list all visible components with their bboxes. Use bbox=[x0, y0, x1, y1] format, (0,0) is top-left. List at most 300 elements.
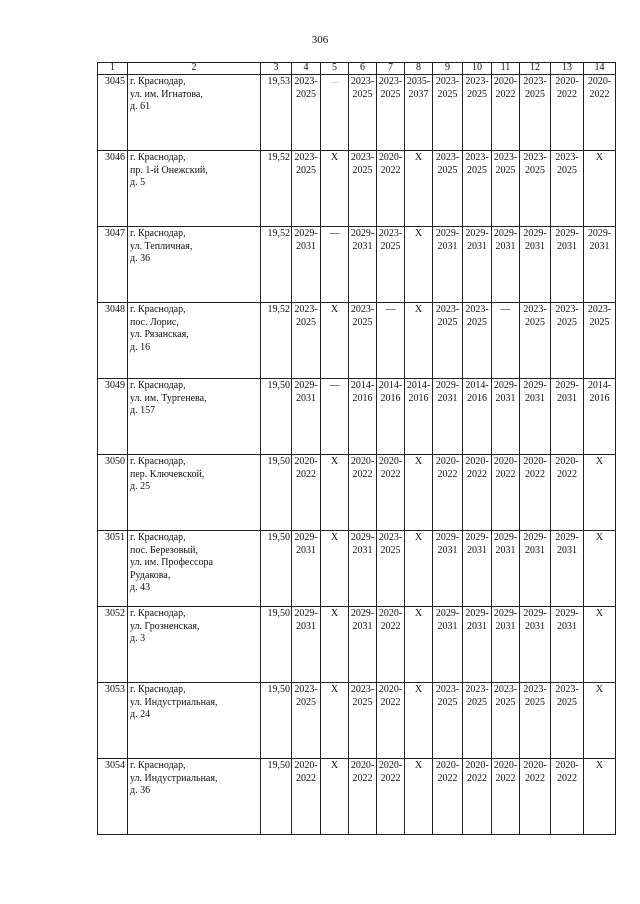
period-start-year: 2023- bbox=[493, 152, 518, 163]
period-start-year: 2020- bbox=[465, 760, 489, 771]
period-cell-col-8 bbox=[405, 75, 433, 151]
period-start-year: 2023- bbox=[435, 304, 460, 315]
address-line: пос. Березовый, bbox=[130, 544, 198, 556]
not-applicable-mark: X bbox=[330, 760, 339, 771]
period-cell-col-10 bbox=[463, 151, 492, 227]
period-cell-col-14 bbox=[584, 75, 616, 151]
period-cell-col-8 bbox=[405, 531, 433, 607]
period-end-year: 2022 bbox=[380, 696, 401, 708]
period-cell-col-7 bbox=[377, 379, 405, 455]
period-end-year: 2025 bbox=[352, 316, 373, 328]
address-line: г. Краснодар, bbox=[130, 608, 186, 619]
period-cell-col-13 bbox=[551, 759, 584, 835]
address-line: Рудакова, bbox=[130, 569, 171, 581]
row-number: 3049 bbox=[98, 379, 128, 455]
period-cell-col-9 bbox=[433, 759, 463, 835]
period-end-year: 2022 bbox=[437, 468, 458, 480]
period-cell-col-12 bbox=[520, 683, 551, 759]
address-cell bbox=[128, 683, 261, 759]
period-cell-col-12 bbox=[520, 379, 551, 455]
period-cell-col-12 bbox=[520, 531, 551, 607]
period-start-year: 2020- bbox=[493, 760, 518, 771]
period-end-year: 2022 bbox=[380, 620, 401, 632]
period-end-year: 2022 bbox=[557, 88, 577, 100]
address-cell bbox=[128, 75, 261, 151]
area-value: 19,50 bbox=[261, 455, 292, 531]
period-start-year: 2014- bbox=[406, 380, 431, 391]
period-start-year: 2020- bbox=[493, 76, 518, 87]
period-start-year: 2020- bbox=[378, 684, 403, 695]
column-header-5: 5 bbox=[321, 63, 349, 75]
period-cell-col-8 bbox=[405, 759, 433, 835]
period-end-year: 2025 bbox=[380, 544, 401, 556]
column-header-10: 10 bbox=[463, 63, 492, 75]
address-line: г. Краснодар, bbox=[130, 760, 186, 771]
table-row bbox=[98, 531, 616, 607]
column-header-8: 8 bbox=[405, 63, 433, 75]
address-cell bbox=[128, 607, 261, 683]
period-end-year: 2022 bbox=[557, 772, 577, 784]
period-end-year: 2025 bbox=[525, 88, 545, 100]
period-cell-col-6 bbox=[349, 683, 377, 759]
period-cell-col-12 bbox=[520, 455, 551, 531]
period-end-year: 2025 bbox=[352, 88, 373, 100]
period-end-year: 2031 bbox=[557, 544, 577, 556]
period-end-year: 2022 bbox=[557, 468, 577, 480]
period-cell-col-13 bbox=[551, 607, 584, 683]
period-start-year: 2023- bbox=[350, 304, 375, 315]
area-value: 19,53 bbox=[261, 75, 292, 151]
period-end-year: 2025 bbox=[437, 164, 458, 176]
period-start-year: 2029- bbox=[350, 608, 375, 619]
period-cell-col-9 bbox=[433, 227, 463, 303]
table-row bbox=[98, 455, 616, 531]
row-number: 3050 bbox=[98, 455, 128, 531]
period-end-year: 2022 bbox=[380, 164, 401, 176]
column-header-3: 3 bbox=[261, 63, 292, 75]
period-cell-col-13 bbox=[551, 379, 584, 455]
faint-dash-mark: — bbox=[330, 77, 339, 86]
period-cell-col-10 bbox=[463, 227, 492, 303]
period-cell-col-4 bbox=[292, 75, 321, 151]
period-start-year: 2023- bbox=[294, 304, 318, 315]
period-end-year: 2025 bbox=[525, 164, 545, 176]
period-end-year: 2022 bbox=[352, 468, 373, 480]
address-cell bbox=[128, 379, 261, 455]
period-start-year: 2020- bbox=[523, 456, 547, 467]
period-cell-col-8 bbox=[405, 303, 433, 379]
period-end-year: 2022 bbox=[437, 772, 458, 784]
period-start-year: 2029- bbox=[523, 608, 547, 619]
period-cell-col-14 bbox=[584, 607, 616, 683]
period-start-year: 2023- bbox=[523, 152, 547, 163]
period-end-year: 2022 bbox=[380, 468, 401, 480]
period-start-year: 2029- bbox=[294, 608, 318, 619]
table-row bbox=[98, 303, 616, 379]
dash-mark: — bbox=[329, 380, 340, 391]
period-start-year: 2014- bbox=[465, 380, 489, 391]
period-cell-col-4 bbox=[292, 607, 321, 683]
period-cell-col-4 bbox=[292, 151, 321, 227]
period-cell-col-11 bbox=[492, 227, 520, 303]
period-cell-col-10 bbox=[463, 531, 492, 607]
period-start-year: 2023- bbox=[378, 228, 403, 239]
period-cell-col-12 bbox=[520, 759, 551, 835]
period-cell-col-13 bbox=[551, 683, 584, 759]
period-cell-col-6 bbox=[349, 607, 377, 683]
period-end-year: 2031 bbox=[352, 620, 373, 632]
period-start-year: 2029- bbox=[493, 228, 518, 239]
not-applicable-mark: X bbox=[330, 456, 339, 467]
period-cell-col-11 bbox=[492, 531, 520, 607]
period-start-year: 2023- bbox=[294, 684, 318, 695]
period-start-year: 2023- bbox=[587, 304, 612, 315]
period-start-year: 2029- bbox=[465, 608, 489, 619]
period-cell-col-7 bbox=[377, 683, 405, 759]
period-cell-col-14 bbox=[584, 759, 616, 835]
period-cell-col-9 bbox=[433, 607, 463, 683]
period-end-year: 2031 bbox=[437, 240, 458, 252]
period-start-year: 2014- bbox=[587, 380, 612, 391]
period-start-year: 2029- bbox=[350, 228, 375, 239]
period-cell-col-6 bbox=[349, 151, 377, 227]
period-start-year: 2023- bbox=[523, 76, 547, 87]
period-cell-col-7 bbox=[377, 151, 405, 227]
area-value: 19,50 bbox=[261, 531, 292, 607]
not-applicable-mark: X bbox=[414, 532, 423, 543]
address-line: г. Краснодар, bbox=[130, 304, 186, 315]
period-start-year: 2020- bbox=[350, 760, 375, 771]
period-start-year: 2020- bbox=[378, 760, 403, 771]
period-cell-col-10 bbox=[463, 379, 492, 455]
period-end-year: 2025 bbox=[296, 88, 316, 100]
period-start-year: 2023- bbox=[523, 684, 547, 695]
column-header-12: 12 bbox=[520, 63, 551, 75]
period-start-year: 2029- bbox=[587, 228, 612, 239]
period-cell-col-5 bbox=[321, 227, 349, 303]
period-start-year: 2023- bbox=[465, 152, 489, 163]
period-start-year: 2020- bbox=[555, 456, 579, 467]
period-start-year: 2023- bbox=[555, 304, 579, 315]
area-value: 19,52 bbox=[261, 303, 292, 379]
period-cell-col-9 bbox=[433, 151, 463, 227]
period-start-year: 2020- bbox=[493, 456, 518, 467]
not-applicable-mark: X bbox=[595, 532, 604, 543]
period-end-year: 2025 bbox=[437, 88, 458, 100]
period-cell-col-13 bbox=[551, 303, 584, 379]
period-cell-col-12 bbox=[520, 151, 551, 227]
address-cell bbox=[128, 455, 261, 531]
period-start-year: 2029- bbox=[555, 380, 579, 391]
period-start-year: 2029- bbox=[435, 228, 460, 239]
period-cell-col-12 bbox=[520, 303, 551, 379]
not-applicable-mark: X bbox=[414, 152, 423, 163]
column-header-4: 4 bbox=[292, 63, 321, 75]
period-cell-col-6 bbox=[349, 379, 377, 455]
address-line: д. 36 bbox=[130, 253, 151, 264]
period-end-year: 2031 bbox=[495, 620, 516, 632]
not-applicable-mark: X bbox=[330, 152, 339, 163]
period-end-year: 2016 bbox=[380, 392, 401, 404]
page-number: 306 bbox=[311, 34, 329, 46]
period-end-year: 2031 bbox=[495, 544, 516, 556]
period-end-year: 2022 bbox=[296, 772, 316, 784]
period-end-year: 2025 bbox=[352, 696, 373, 708]
period-start-year: 2020- bbox=[294, 760, 318, 771]
address-line: г. Краснодар, bbox=[130, 684, 186, 695]
area-value: 19,52 bbox=[261, 151, 292, 227]
period-cell-col-7 bbox=[377, 455, 405, 531]
period-end-year: 2031 bbox=[467, 620, 487, 632]
period-cell-col-4 bbox=[292, 455, 321, 531]
period-end-year: 2031 bbox=[557, 392, 577, 404]
period-cell-col-9 bbox=[433, 303, 463, 379]
period-start-year: 2020- bbox=[435, 760, 460, 771]
period-cell-col-5 bbox=[321, 303, 349, 379]
table-row bbox=[98, 379, 616, 455]
period-end-year: 2025 bbox=[380, 88, 401, 100]
period-end-year: 2031 bbox=[525, 620, 545, 632]
column-header-2: 2 bbox=[128, 63, 261, 75]
address-cell bbox=[128, 759, 261, 835]
period-start-year: 2020- bbox=[555, 76, 579, 87]
period-cell-col-14 bbox=[584, 227, 616, 303]
address-line: д. 61 bbox=[130, 101, 151, 112]
period-end-year: 2025 bbox=[467, 316, 487, 328]
period-cell-col-11 bbox=[492, 759, 520, 835]
period-end-year: 2025 bbox=[557, 164, 577, 176]
address-line: ул. им. Профессора bbox=[130, 557, 213, 568]
address-line: д. 5 bbox=[130, 177, 146, 188]
period-start-year: 2023- bbox=[378, 76, 403, 87]
address-cell bbox=[128, 531, 261, 607]
period-cell-col-4 bbox=[292, 531, 321, 607]
period-end-year: 2031 bbox=[557, 620, 577, 632]
period-cell-col-9 bbox=[433, 455, 463, 531]
area-value: 19,50 bbox=[261, 759, 292, 835]
period-start-year: 2029- bbox=[555, 608, 579, 619]
period-cell-col-8 bbox=[405, 607, 433, 683]
period-cell-col-7 bbox=[377, 303, 405, 379]
period-start-year: 2020- bbox=[378, 608, 403, 619]
period-start-year: 2029- bbox=[294, 228, 318, 239]
period-end-year: 2031 bbox=[557, 240, 577, 252]
period-cell-col-5 bbox=[321, 683, 349, 759]
period-cell-col-13 bbox=[551, 531, 584, 607]
address-line: г. Краснодар, bbox=[130, 76, 186, 87]
not-applicable-mark: X bbox=[414, 684, 423, 695]
period-end-year: 2022 bbox=[467, 468, 487, 480]
period-start-year: 2029- bbox=[465, 532, 489, 543]
period-cell-col-11 bbox=[492, 607, 520, 683]
address-cell bbox=[128, 151, 261, 227]
period-start-year: 2029- bbox=[435, 380, 460, 391]
period-start-year: 2023- bbox=[378, 532, 403, 543]
period-cell-col-9 bbox=[433, 379, 463, 455]
period-cell-col-9 bbox=[433, 531, 463, 607]
column-header-9: 9 bbox=[433, 63, 463, 75]
period-end-year: 2031 bbox=[296, 620, 316, 632]
period-cell-col-13 bbox=[551, 151, 584, 227]
period-end-year: 2022 bbox=[495, 88, 516, 100]
address-line: д. 24 bbox=[130, 709, 151, 720]
column-header-6: 6 bbox=[349, 63, 377, 75]
period-cell-col-4 bbox=[292, 379, 321, 455]
address-line: г. Краснодар, bbox=[130, 380, 186, 391]
address-line: д. 25 bbox=[130, 481, 151, 492]
period-start-year: 2023- bbox=[350, 76, 375, 87]
dash-mark: — bbox=[385, 304, 396, 315]
period-end-year: 2025 bbox=[495, 164, 516, 176]
period-start-year: 2029- bbox=[493, 532, 518, 543]
period-start-year: 2023- bbox=[435, 76, 460, 87]
period-cell-col-11 bbox=[492, 75, 520, 151]
address-line: ул. Грозненская, bbox=[130, 620, 200, 632]
period-cell-col-8 bbox=[405, 379, 433, 455]
not-applicable-mark: X bbox=[595, 608, 604, 619]
address-line: пр. 1-й Онежский, bbox=[130, 164, 208, 176]
not-applicable-mark: X bbox=[414, 760, 423, 771]
period-end-year: 2022 bbox=[296, 468, 316, 480]
period-cell-col-8 bbox=[405, 683, 433, 759]
row-number: 3053 bbox=[98, 683, 128, 759]
period-end-year: 2031 bbox=[495, 392, 516, 404]
period-end-year: 2031 bbox=[296, 240, 316, 252]
address-line: ул. Индустриальная, bbox=[130, 696, 218, 708]
period-end-year: 2025 bbox=[352, 164, 373, 176]
period-cell-col-7 bbox=[377, 607, 405, 683]
period-cell-col-11 bbox=[492, 151, 520, 227]
address-line: д. 36 bbox=[130, 785, 151, 796]
address-cell bbox=[128, 303, 261, 379]
period-end-year: 2025 bbox=[525, 316, 545, 328]
period-cell-col-10 bbox=[463, 607, 492, 683]
period-cell-col-7 bbox=[377, 75, 405, 151]
not-applicable-mark: X bbox=[330, 532, 339, 543]
address-line: д. 3 bbox=[130, 633, 146, 644]
period-cell-col-4 bbox=[292, 303, 321, 379]
period-cell-col-6 bbox=[349, 303, 377, 379]
address-line: г. Краснодар, bbox=[130, 152, 186, 163]
housing-register-table bbox=[97, 62, 616, 835]
row-number: 3052 bbox=[98, 607, 128, 683]
column-header-14: 14 bbox=[584, 63, 616, 75]
period-start-year: 2029- bbox=[523, 380, 547, 391]
address-line: ул. им. Игнатова, bbox=[130, 88, 203, 100]
period-cell-col-11 bbox=[492, 455, 520, 531]
period-end-year: 2025 bbox=[296, 164, 316, 176]
period-cell-col-5 bbox=[321, 607, 349, 683]
period-cell-col-11 bbox=[492, 303, 520, 379]
address-line: пос. Лорис, bbox=[130, 316, 179, 328]
address-line: ул. Индустриальная, bbox=[130, 772, 218, 784]
address-line: д. 43 bbox=[130, 582, 151, 593]
period-cell-col-12 bbox=[520, 75, 551, 151]
period-cell-col-14 bbox=[584, 683, 616, 759]
period-start-year: 2023- bbox=[555, 152, 579, 163]
table-row bbox=[98, 759, 616, 835]
period-end-year: 2016 bbox=[589, 392, 610, 404]
period-cell-col-5 bbox=[321, 75, 349, 151]
period-start-year: 2020- bbox=[435, 456, 460, 467]
period-cell-col-5 bbox=[321, 151, 349, 227]
address-line: д. 157 bbox=[130, 405, 156, 416]
period-end-year: 2031 bbox=[352, 544, 373, 556]
period-end-year: 2025 bbox=[495, 696, 516, 708]
column-header-11: 11 bbox=[492, 63, 520, 75]
period-end-year: 2025 bbox=[296, 316, 316, 328]
address-line: г. Краснодар, bbox=[130, 532, 186, 543]
area-value: 19,52 bbox=[261, 227, 292, 303]
period-cell-col-9 bbox=[433, 683, 463, 759]
period-end-year: 2025 bbox=[467, 164, 487, 176]
period-end-year: 2031 bbox=[437, 620, 458, 632]
period-start-year: 2029- bbox=[294, 380, 318, 391]
period-cell-col-8 bbox=[405, 455, 433, 531]
period-end-year: 2022 bbox=[352, 772, 373, 784]
period-start-year: 2023- bbox=[294, 76, 318, 87]
period-start-year: 2029- bbox=[555, 228, 579, 239]
period-cell-col-14 bbox=[584, 455, 616, 531]
period-cell-col-10 bbox=[463, 683, 492, 759]
area-value: 19,50 bbox=[261, 379, 292, 455]
period-start-year: 2029- bbox=[435, 532, 460, 543]
period-end-year: 2025 bbox=[589, 316, 610, 328]
period-start-year: 2029- bbox=[493, 608, 518, 619]
period-start-year: 2020- bbox=[294, 456, 318, 467]
period-start-year: 2029- bbox=[523, 228, 547, 239]
not-applicable-mark: X bbox=[595, 684, 604, 695]
column-header-7: 7 bbox=[377, 63, 405, 75]
period-cell-col-6 bbox=[349, 227, 377, 303]
period-start-year: 2023- bbox=[465, 76, 489, 87]
period-end-year: 2025 bbox=[437, 316, 458, 328]
table-row bbox=[98, 607, 616, 683]
period-end-year: 2025 bbox=[437, 696, 458, 708]
not-applicable-mark: X bbox=[595, 760, 604, 771]
period-start-year: 2014- bbox=[350, 380, 375, 391]
period-cell-col-7 bbox=[377, 759, 405, 835]
period-start-year: 2020- bbox=[523, 760, 547, 771]
period-end-year: 2016 bbox=[352, 392, 373, 404]
period-end-year: 2031 bbox=[525, 240, 545, 252]
period-start-year: 2014- bbox=[378, 380, 403, 391]
period-end-year: 2016 bbox=[467, 392, 487, 404]
period-start-year: 2023- bbox=[555, 684, 579, 695]
address-cell bbox=[128, 227, 261, 303]
period-end-year: 2016 bbox=[408, 392, 429, 404]
period-end-year: 2022 bbox=[495, 772, 516, 784]
address-line: г. Краснодар, bbox=[130, 456, 186, 467]
period-cell-col-6 bbox=[349, 75, 377, 151]
period-start-year: 2029- bbox=[523, 532, 547, 543]
period-cell-col-12 bbox=[520, 227, 551, 303]
period-start-year: 2023- bbox=[350, 152, 375, 163]
period-end-year: 2031 bbox=[352, 240, 373, 252]
period-start-year: 2029- bbox=[493, 380, 518, 391]
period-start-year: 2023- bbox=[435, 152, 460, 163]
period-start-year: 2023- bbox=[465, 304, 489, 315]
period-end-year: 2025 bbox=[467, 88, 487, 100]
period-start-year: 2029- bbox=[555, 532, 579, 543]
period-cell-col-7 bbox=[377, 531, 405, 607]
period-start-year: 2023- bbox=[435, 684, 460, 695]
row-number: 3046 bbox=[98, 151, 128, 227]
period-cell-col-14 bbox=[584, 151, 616, 227]
period-end-year: 2031 bbox=[495, 240, 516, 252]
period-end-year: 2031 bbox=[296, 544, 316, 556]
period-cell-col-6 bbox=[349, 531, 377, 607]
